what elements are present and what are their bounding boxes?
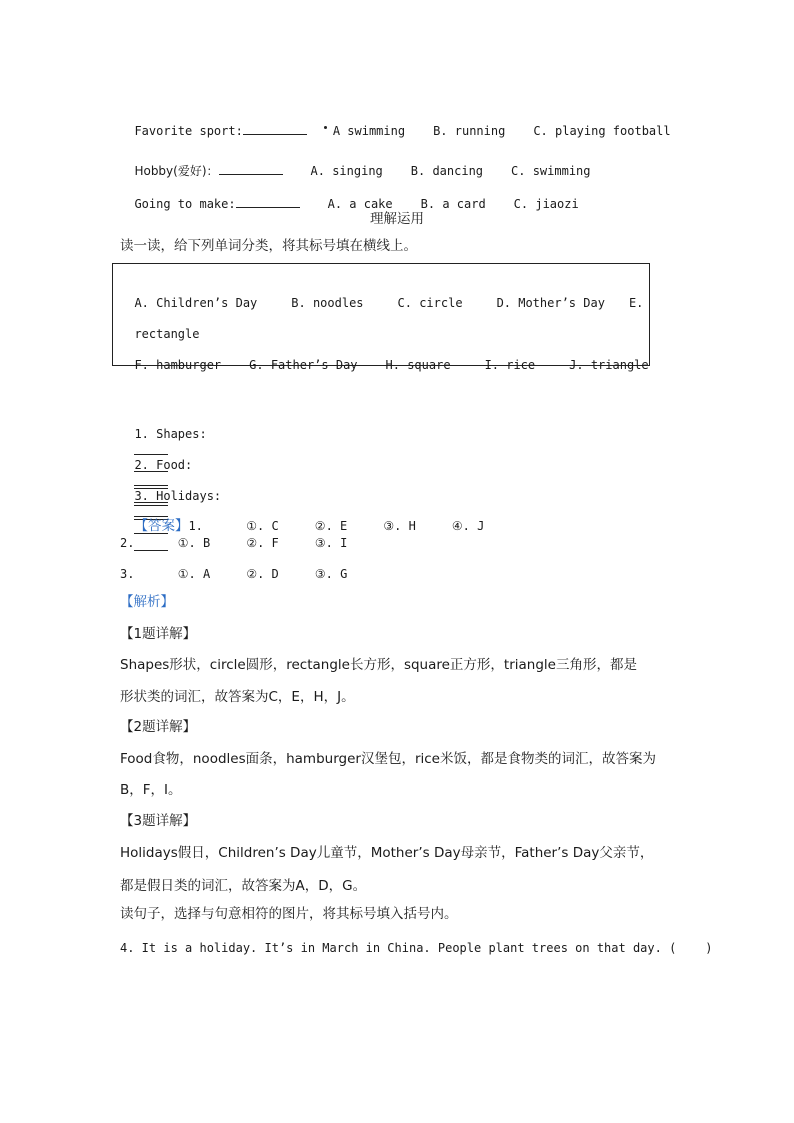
q3-detail-line-2: 都是假日类的词汇，故答案为A，D，G。 [120,878,367,894]
hobby-option-a: A. singing [310,164,383,178]
question-1-label: 1. Shapes: [134,427,207,441]
word-a: A. Children’s Day [134,296,258,310]
word-e-continued: rectangle [134,327,200,341]
dot-mark [324,126,327,129]
sport-option-b: B. running [433,124,506,138]
sport-blank[interactable] [243,122,307,135]
word-h: H. square [385,358,451,372]
hobby-option-b: B. dancing [410,164,484,178]
word-row-1 [120,279,643,311]
word-i: I. rice [484,358,536,372]
word-row-3 [120,341,649,373]
make-option-b: B. a card [420,197,486,211]
word-e: E. [628,296,644,310]
next-instruction: 读句子，选择与句意相符的图片，将其标号填入括号内。 [120,906,458,922]
answer-1: 1. ①. C ②. E ③. H ④. J [188,519,485,533]
question-2-label: 2. Food: [134,458,193,472]
q3-detail-title: 【3题详解】 [120,813,197,829]
instruction: 读一读，给下列单词分类，将其标号填在横线上。 [120,238,417,254]
sport-row [120,106,671,139]
hobby-row [120,146,591,179]
word-j: J. triangle [569,358,649,372]
q1-detail-line-1: Shapes形状，circle圆形，rectangle长方形，square正方形，triangle三角形，都是 [120,657,637,673]
word-f: F. hamburger [134,358,222,372]
sport-option-c: C. playing football [533,124,671,138]
answer-line-3: 3. ①. A ②. D ③. G [120,567,348,581]
word-b: B. noodles [291,296,364,310]
q1-detail-line-2: 形状类的词汇，故答案为C，E，H，J。 [120,689,355,705]
word-d: D. Mother’s Day [496,296,605,310]
hobby-label: Hobby(爱好)： [134,164,219,178]
word-c: C. circle [397,296,463,310]
q1-detail-title: 【1题详解】 [120,626,197,642]
word-g: G. Father’s Day [249,358,358,372]
q2-detail-line-1: Food食物，noodles面条，hamburger汉堡包，rice米饭，都是食物类的词汇，故答案为 [120,751,656,767]
section-title: 理解运用 [370,211,424,227]
q2-detail-line-2: B，F，I。 [120,782,182,798]
make-label: Going to make: [134,197,236,211]
question-4: 4. It is a holiday. It’s in March in China. People plant trees on that day. ( ) [120,941,713,955]
answer-tag: 【答案】 [134,518,189,534]
hobby-blank[interactable] [219,162,283,175]
answer-line-1 [120,502,484,534]
sport-label: Favorite sport: [134,124,243,138]
analysis-tag: 【解析】 [120,594,174,610]
q3-detail-line-1: Holidays假日，Children’s Day儿童节，Mother’s Day母亲节，Father’s Day父亲节， [120,845,654,861]
answer-line-2: 2. ①. B ②. F ③. I [120,536,348,550]
make-option-c: C. jiaozi [513,197,579,211]
hobby-option-c: C. swimming [511,164,591,178]
question-3-label: 3. Holidays: [134,489,222,503]
q2-detail-title: 【2题详解】 [120,719,197,735]
word-row-2 [120,310,199,342]
sport-option-a: A swimming [332,124,406,138]
make-option-a: A. a cake [327,197,393,211]
